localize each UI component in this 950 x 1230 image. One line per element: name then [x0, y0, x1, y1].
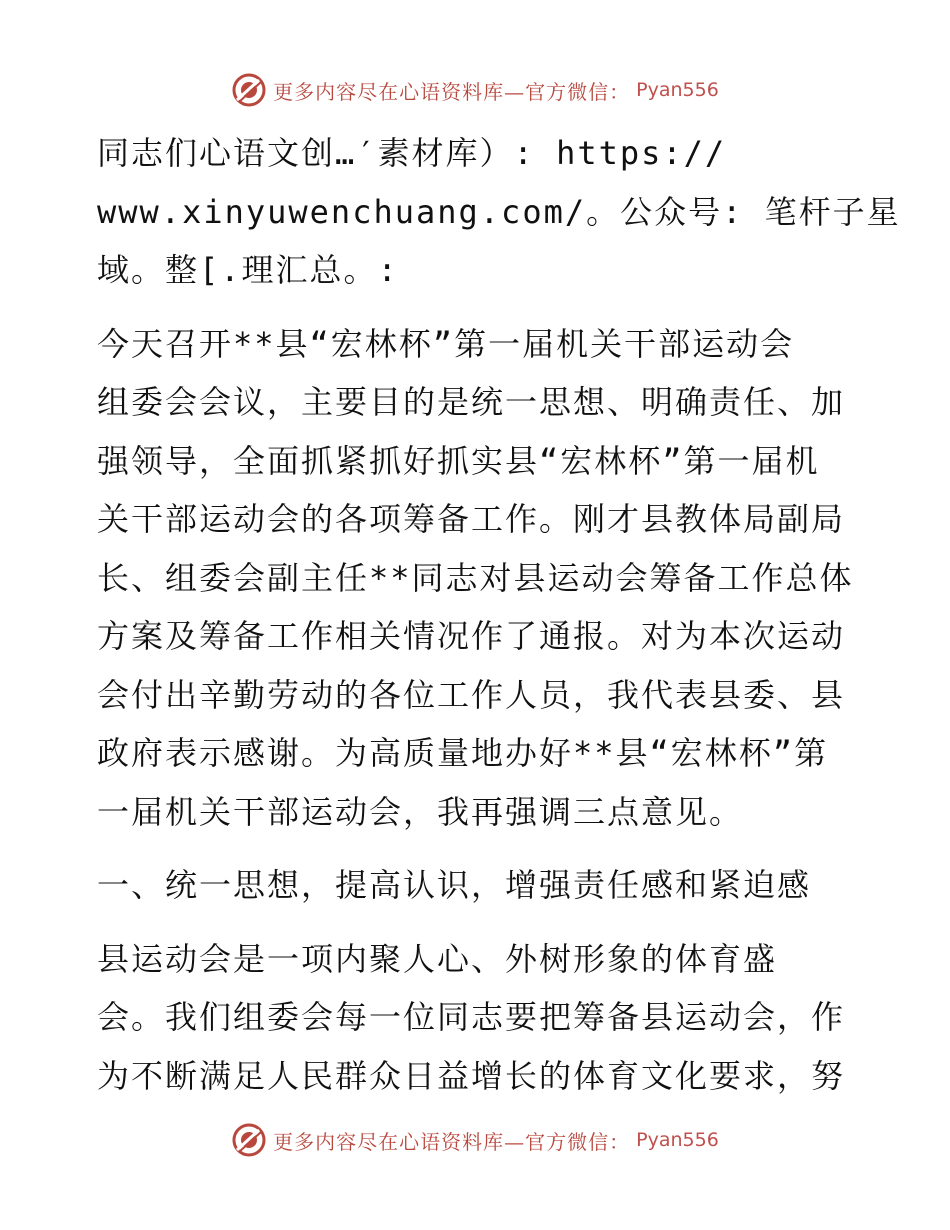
text-line: 方案及筹备工作相关情况作了通报。对为本次运动 — [97, 617, 846, 655]
section-heading-1 — [97, 856, 857, 915]
heading-text: 一、统一思想，提高认识，增强责任感和紧迫感 — [97, 866, 812, 904]
text-line: 会付出辛勤劳动的各位工作人员，我代表县委、县 — [97, 675, 846, 714]
text-line: 一届机关干部运动会，我再强调三点意见。 — [97, 792, 744, 831]
watermark-wechat-id: Pyan556 — [636, 79, 719, 101]
brand-logo-icon — [231, 1122, 267, 1158]
intro-paragraph — [97, 124, 901, 300]
text-line: 今天召开**县“宏林杯”第一届机关干部运动会 — [97, 324, 795, 363]
watermark-site-text: 更多内容尽在心语资料库—官方微信： — [273, 79, 631, 104]
text-line: 同志们心语文创…′素材库）: https:// — [97, 134, 727, 172]
text-line: 关干部运动会的各项筹备工作。刚才县教体局副局 — [97, 500, 846, 538]
text-line: 县运动会是一项内聚人心、外树形象的体育盛 — [97, 939, 778, 978]
text-line: 为不断满足人民群众日益增长的体育文化要求，努 — [97, 1056, 846, 1095]
text-line: www.xinyuwenchuang.com/。公众号: 笔杆子星 — [97, 192, 901, 231]
text-line: 政府表示感谢。为高质量地办好**县“宏林杯”第 — [97, 734, 829, 772]
brand-logo-icon — [231, 72, 267, 108]
text-line: 长、组委会副主任**同志对县运动会筹备工作总体 — [97, 558, 854, 597]
document-body — [97, 124, 901, 1120]
paragraph-2 — [97, 930, 857, 1106]
header-watermark — [0, 68, 950, 112]
text-line: 会。我们组委会每一位同志要把筹备县运动会，作 — [97, 998, 846, 1036]
text-line: 强领导，全面抓紧抓好抓实县“宏林杯”第一届机 — [97, 441, 820, 480]
watermark-site-text: 更多内容尽在心语资料库—官方微信： — [273, 1129, 631, 1154]
paragraph-1 — [97, 315, 857, 842]
text-line: 组委会会议，主要目的是统一思想、明确责任、加 — [97, 383, 846, 421]
watermark-wechat-id: Pyan556 — [636, 1129, 719, 1151]
text-line: 域。整[.理汇总。: — [97, 251, 399, 289]
footer-watermark — [0, 1118, 950, 1162]
